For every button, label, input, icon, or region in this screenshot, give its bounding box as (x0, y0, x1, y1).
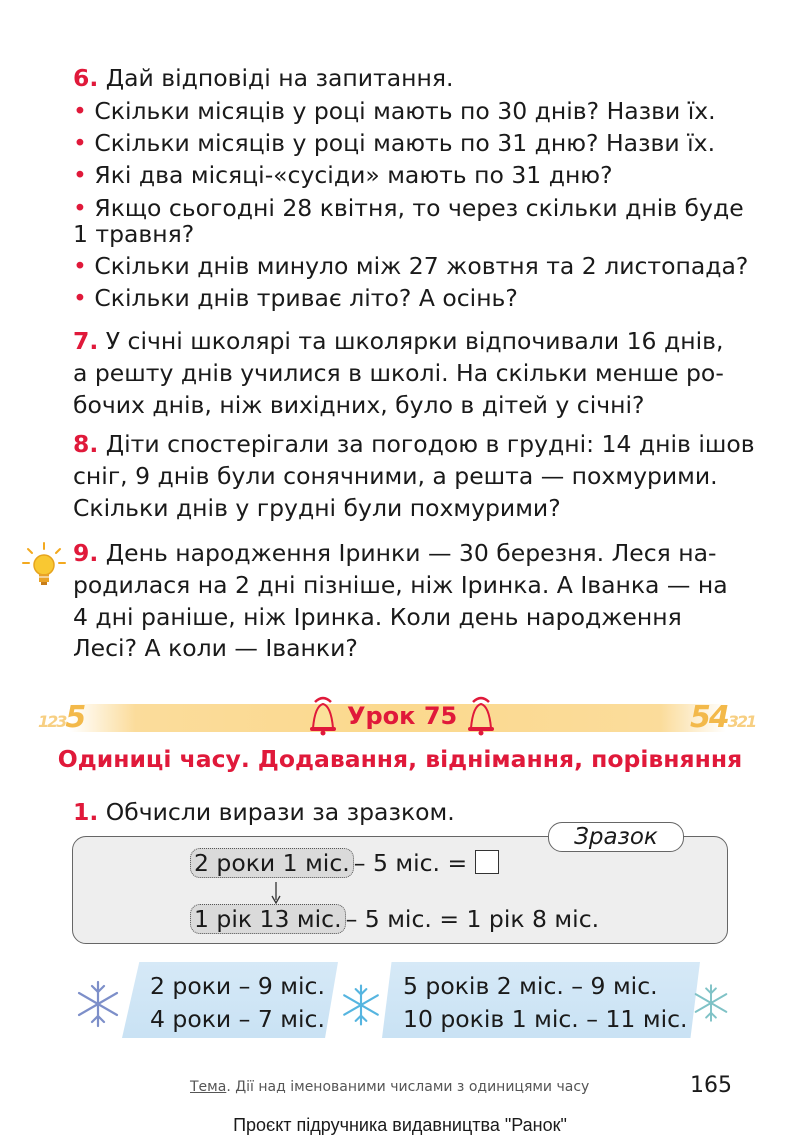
task8-line: Скільки днів у грудні були похмурими? (73, 494, 561, 522)
sample-line-1: 2 роки 1 міс. – 5 міс. = (190, 848, 499, 878)
banner-digits-left: 1235 (38, 700, 85, 735)
task-number: 7. (73, 327, 99, 355)
task7-line: 7. У січні школярі та школярки відпочивали 16 днів, (73, 327, 724, 355)
task6-intro: 6. Дай відповіді на запитання. (73, 64, 454, 92)
publisher-note: Проєкт підручника видавництва "Ранок" (233, 1115, 567, 1135)
page-number: 165 (690, 1073, 732, 1098)
lesson-heading (305, 694, 499, 738)
task1-intro: 1. Обчисли вирази за зразком. (73, 798, 455, 826)
task9-line: родилася на 2 дні пізніше, ніж Іринка. А Іванка — на (73, 571, 728, 599)
lesson-title: Одиниці часу. Додавання, віднімання, порівняння (57, 745, 743, 773)
down-arrow-icon (271, 882, 281, 904)
task8-line: 8. Діти спостерігали за погодою в грудні: 14 днів ішов (73, 430, 755, 458)
snowflake-icon (338, 982, 384, 1028)
task-number: 6. (73, 64, 99, 92)
bell-icon (463, 696, 499, 736)
task-number: 8. (73, 430, 99, 458)
task-number: 9. (73, 539, 99, 567)
task9-line: 4 дні раніше, ніж Іринка. Коли день народження (73, 603, 682, 631)
highlight-value: 2 роки 1 міс. (190, 848, 354, 878)
bell-icon (305, 696, 341, 736)
exercise-item: 5 років 2 міс. – 9 міс. (403, 972, 658, 1000)
task9-line: 9. День народження Іринки — 30 березня. Леся на- (73, 539, 717, 567)
task6-question: • Скільки днів минуло між 27 жовтня та 2 листопада? (73, 252, 749, 280)
banner-digits-right: 54321 (690, 700, 756, 735)
lesson-label: Урок 75 (347, 702, 458, 730)
snowflake-icon (72, 978, 124, 1030)
task-number: 1. (73, 798, 99, 826)
snowflake-icon (690, 982, 732, 1024)
task6-question: • Скільки днів триває літо? А осінь? (73, 284, 518, 312)
exercise-item: 10 років 1 міс. – 11 міс. (403, 1005, 688, 1033)
lightbulb-icon (22, 541, 66, 591)
highlight-value: 1 рік 13 міс. (190, 904, 346, 934)
task6-question: • Які два місяці-«сусіди» мають по 31 дню? (73, 161, 613, 189)
sample-line-2: 1 рік 13 міс. – 5 міс. = 1 рік 8 міс. (190, 904, 599, 934)
sample-label: Зразок (548, 822, 684, 852)
task7-line: а решту днів училися в школі. На скільки менше ро- (73, 359, 724, 387)
exercise-item: 2 роки – 9 міс. (150, 972, 325, 1000)
task8-line: сніг, 9 днів були сонячними, а решта — похмурими. (73, 462, 718, 490)
task6-question: • Якщо сьогодні 28 квітня, то через скільки днів буде (73, 194, 744, 222)
answer-box (475, 850, 499, 874)
task7-line: бочих днів, ніж вихідних, було в дітей у січні? (73, 391, 645, 419)
exercise-item: 4 роки – 7 міс. (150, 1005, 325, 1033)
task6-question: • Скільки місяців у році мають по 30 днів? Назви їх. (73, 97, 716, 125)
task9-line: Лесі? А коли — Іванки? (73, 634, 358, 662)
task6-question: • Скільки місяців у році мають по 31 дню? Назви їх. (73, 129, 716, 157)
footer-topic: Тема. Дії над іменованими числами з одиницями часу (190, 1079, 590, 1095)
task6-question-cont: 1 травня? (73, 220, 195, 248)
